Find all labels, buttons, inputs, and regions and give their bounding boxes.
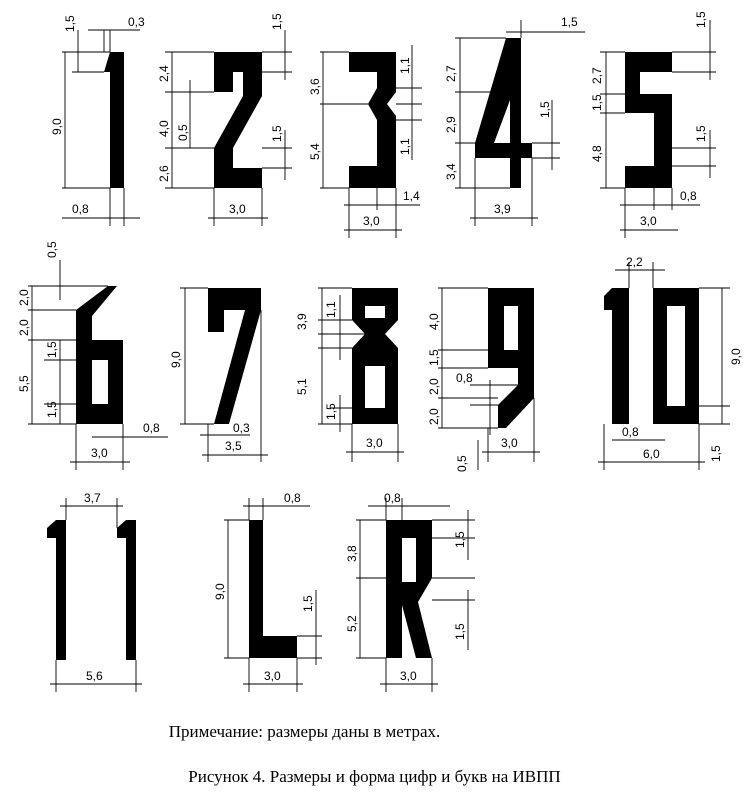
d2-label: 1,5 [270,13,284,30]
letter-r-glyph [386,520,432,658]
digit-2-glyph [214,52,262,188]
d10-label: 0,8 [622,425,639,439]
d9-label: 3,0 [501,436,518,450]
d3-label: 3,6 [308,78,322,95]
digit-7-glyph [208,288,261,424]
d4-label: 2,7 [444,65,458,82]
figure-note: Примечание: размеры даны в метрах. [168,722,441,741]
d9-label: 0,5 [455,455,469,472]
d9-label: 2,0 [427,378,441,395]
d6-label: 1,5 [45,401,59,418]
d3-label: 1,1 [398,138,412,155]
digit-1-glyph [104,52,124,188]
d6-label: 2,0 [17,319,31,336]
digit-9-glyph [488,288,534,428]
d9-label: 0,8 [456,371,473,385]
digit-6-group [17,241,168,470]
d4-label: 1,5 [561,15,578,29]
dL-label: 9,0 [213,583,227,600]
dR-label: 1,5 [453,531,467,548]
digit-3-group [308,45,422,238]
dR-label: 1,5 [453,623,467,640]
letter-r-group [345,491,475,692]
dL-label: 3,0 [264,669,281,683]
d2-label: 2,4 [157,65,171,82]
d5-label: 1,5 [694,11,708,28]
d6-label: 3,0 [91,446,108,460]
number-10-glyph [604,288,699,424]
figure-caption: Рисунок 4. Размеры и форма цифр и букв на ИВПП [188,767,561,786]
d3-label: 1,4 [403,189,420,203]
d2-label: 4,0 [157,120,171,137]
d8-label: 1,1 [324,301,338,318]
d10-label: 9,0 [729,348,743,365]
d10-label: 6,0 [643,447,660,461]
d1-label: 9,0 [50,118,64,135]
d2-label: 3,0 [229,202,246,216]
digit-3-glyph [349,52,396,188]
d11-label: 3,7 [84,491,101,505]
digit-8-group [295,288,404,462]
dL-label: 1,5 [301,595,315,612]
dR-label: 3,8 [345,545,359,562]
d4-label: 3,4 [444,163,458,180]
d5-label: 1,5 [694,125,708,142]
dR-label: 0,8 [384,491,401,505]
d1-label: 1,5 [63,15,77,32]
d7-label: 9,0 [169,351,183,368]
dR-label: 3,0 [400,669,417,683]
d6-label: 2,0 [17,289,31,306]
d6-label: 5,5 [17,375,31,392]
d8-label: 1,5 [324,403,338,420]
d1-label: 0,3 [128,15,145,29]
d7-label: 3,5 [225,439,242,453]
d4-label: 1,5 [538,101,552,118]
digit-9-group [427,288,540,472]
d1-label: 0,8 [72,202,89,216]
number-11-glyph [47,520,136,660]
d3-label: 1,1 [398,57,412,74]
d4-label: 2,9 [444,116,458,133]
letter-l-group [213,491,322,692]
d6-label: 0,8 [143,421,160,435]
d6-label: 1,5 [45,341,59,358]
d3-label: 3,0 [363,214,380,228]
d5-label: 1,5 [590,94,604,111]
d5-label: 3,0 [640,214,657,228]
d3-label: 5,4 [308,143,322,160]
d8-label: 3,0 [366,436,383,450]
d10-label: 1,5 [709,445,723,462]
d10-label: 2,2 [626,255,643,269]
digit-8-glyph [352,288,398,424]
number-10-group [598,255,743,470]
digit-2-group [157,13,292,226]
d9-label: 4,0 [427,313,441,330]
dL-label: 0,8 [284,491,301,505]
digit-1-group [50,15,145,226]
d5-label: 4,8 [590,145,604,162]
digit-5-group [590,11,716,238]
digit-6-glyph [76,286,123,424]
d5-label: 0,8 [680,189,697,203]
letter-l-glyph [249,520,297,658]
d4-label: 3,9 [494,202,511,216]
d7-label: 0,3 [233,421,250,435]
d9-label: 2,0 [427,408,441,425]
digit-5-glyph [625,52,672,188]
d6-label: 0,5 [45,241,59,258]
number-11-group [47,491,142,692]
d8-label: 3,9 [295,313,309,330]
digit-4-group [444,15,585,226]
d2-label: 1,5 [270,125,284,142]
d9-label: 1,5 [427,349,441,366]
digit-4-glyph [475,38,532,188]
dR-label: 5,2 [345,615,359,632]
d11-label: 5,6 [86,669,103,683]
digit-7-group [169,288,268,462]
d8-label: 5,1 [295,378,309,395]
d2-label: 2,6 [157,165,171,182]
d2-label: 0,5 [176,124,190,141]
d5-label: 2,7 [590,67,604,84]
